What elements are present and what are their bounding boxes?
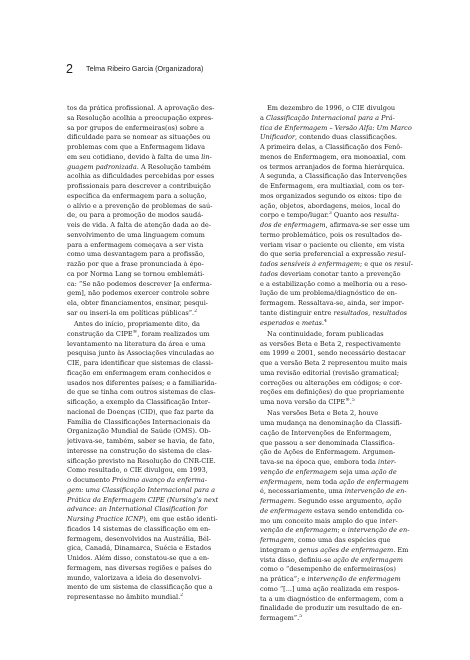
text-line [260,604,438,614]
italic-text: ação [386,497,402,505]
text-line [67,133,245,143]
text-line [260,211,438,221]
text-segment: Nas versões Beta e Beta 2, houve [267,409,379,418]
text-segment: nacional de Doenças (CID), que faz parte da [67,407,214,416]
text-line [260,340,438,350]
text-line [67,192,245,202]
text-line [67,182,245,192]
text-line [260,241,438,251]
text-segment: reções em definições) do que propriamente [260,388,405,397]
text-line [260,330,438,340]
text-line [67,163,245,173]
text-segment: de, ou para a promoção de modos saudá- [67,211,204,220]
text-segment: sa Resolução acolhia a preocupação expres- [67,113,214,122]
italic-text: resul- [394,260,413,268]
text-segment: pesquisa junto às Associações vinculadas ao [67,349,214,358]
italic-text: fermagem [260,497,294,505]
text-segment: . Em [393,545,409,554]
text-line [260,299,438,309]
text-segment: fermagem, nas diversas regiões e países do [67,563,212,572]
italic-text: genus ações de enfermagem [298,545,394,554]
text-line [67,143,245,153]
text-line [260,546,438,556]
text-segment: lução de um problema/diagnóstico de en- [260,289,398,298]
italic-text: advance: an International Clasification for [67,505,208,514]
text-line [260,526,438,536]
text-line [67,554,245,564]
superscript: 5 [351,398,355,403]
text-line [260,182,438,192]
text-line [67,369,245,379]
italic-text: resulta- [373,211,399,220]
text-line [260,289,438,299]
text-line [67,153,245,163]
text-line [67,299,245,309]
text-line [67,398,245,408]
italic-text: Classificação Internacional para a Prá- [265,113,395,122]
running-head: Telma Ribeiro Garcia (Organizadora) [86,64,204,73]
text-segment: gem], não podemos exercer controle sobre [67,289,210,298]
superscript: 5 [299,614,303,619]
italic-text: Unificador [260,133,296,142]
text-segment: corpo e tempo/lugar. [260,211,329,220]
text-line [260,153,438,163]
text-line [260,359,438,369]
text-segment: vista disso, definiu-se [260,555,334,564]
text-segment: correções ou alterações em códigos; e cor- [260,378,403,387]
text-line [260,172,438,182]
text-segment: é, necessariamente, uma [260,487,345,496]
text-line [260,614,438,624]
text-line [260,575,438,585]
text-line [260,202,438,212]
text-segment: A primeira delas, a Classificação dos Fenô- [260,143,403,151]
text-line [67,289,245,299]
text-line [67,427,245,437]
text-line [260,448,438,458]
italic-text: enfermagem [260,477,302,486]
text-segment: CIE, para identificar que sistemas de classi- [67,359,214,367]
superscript: 4 [323,318,327,324]
superscript: 2 [180,593,184,598]
superscript: ® [345,398,350,403]
text-line [260,260,438,270]
text-segment: . Segundo esse argumento, [293,497,387,505]
italic-text: resul- [386,250,406,259]
italic-text: ação de enfermagem [333,555,403,564]
text-segment: dificuldade para se nomear as situações ou [67,133,211,142]
text-segment: seja uma [337,467,372,476]
italic-text: tados [260,269,279,278]
text-segment: integram o [260,545,299,554]
text-segment: como “[...] uma ação realizada em respos- [260,584,400,593]
text-line [67,172,245,182]
text-line [67,583,245,593]
text-segment: veriam visar o paciente ou cliente, em vista [260,240,405,249]
text-segment: interesse na construção do sistema de clas- [67,446,212,455]
text-line [67,496,245,506]
text-line [67,466,245,476]
text-line [67,408,245,418]
text-line [260,556,438,566]
italic-text: ação de enfermagem [339,477,409,486]
italic-text: resultados, resultados [333,308,408,317]
text-line [260,319,438,329]
text-segment: ação, objetos, abordagens, meios, local do [260,201,401,210]
text-line [260,478,438,488]
text-segment: a [260,113,266,122]
text-segment: levantamento na literatura da área e uma [67,339,206,348]
italic-text: inter- [378,458,397,466]
page-number: 2 [66,62,73,76]
text-line [260,536,438,546]
text-line [260,497,438,507]
text-line [67,515,245,525]
text-line [260,221,438,231]
text-segment: profissionais para descrever a contribuição [67,182,211,190]
text-segment: jetivava-se, também, saber se havia, de fato, [67,437,215,445]
text-segment: Unidos. Além disso, constatou-se que a en- [67,554,210,562]
text-segment: construção da CIPE [67,329,133,338]
text-line [260,507,438,517]
text-segment: ; e que os [360,260,395,268]
text-segment: mo um conceito mais amplo do que [260,516,380,525]
text-line [260,388,438,398]
text-line [67,260,245,270]
text-line [67,525,245,535]
text-line [260,114,438,124]
text-segment: as versões Beta e Beta 2, respectivamente [260,339,401,348]
italic-text: venção de enfermagem [260,526,338,535]
text-line [67,280,245,290]
text-segment: . A Resolução também [136,162,211,171]
text-segment: tava-se na época que, embora toda [260,458,379,466]
text-segment: tos da prática profissional. A aprovação des- [67,104,215,112]
text-line [260,409,438,419]
text-segment: que passou a ser denominada Classifica- [260,438,395,447]
text-line [260,419,438,429]
text-segment: ; e [337,526,348,535]
text-segment: finalidade de produzir um resultado de en- [260,604,402,613]
text-segment: específica da enfermagem para a solução, [67,191,207,200]
text-segment: sificação previsto na Resolução do CNR-CIE. [67,456,216,465]
italic-text: dos de enfermagem [260,221,326,229]
text-line [260,231,438,241]
text-segment: uma nova versão da CIPE [260,398,346,406]
italic-text: venção de enfermagem [260,467,338,476]
text-line [260,309,438,319]
text-segment: na prática”; e [260,575,308,583]
text-line [67,202,245,212]
text-segment: fermagem. Ressaltava-se, ainda, ser impor- [260,299,404,307]
italic-text: intervenção de en- [344,487,407,496]
text-line [67,221,245,231]
text-line [67,340,245,350]
italic-text: fermagem [260,536,294,544]
text-segment: Quanto aos [331,211,374,220]
italic-text: gem: uma Classificação Internacional para a [67,485,215,494]
text-segment: de Enfermagem, era multiaxial, com os ter- [260,182,405,190]
text-line [67,505,245,515]
text-segment: , foram realizados um [137,329,210,338]
text-segment: do que seria preferencial a expressão [260,250,387,259]
text-line [67,359,245,369]
text-segment: . [321,318,324,327]
text-line [67,320,245,330]
text-segment: o documento [67,476,112,484]
text-segment: usados nos diferentes países; e a familiarida- [67,378,217,387]
text-line [260,517,438,527]
text-segment: representasse no âmbito mundial. [67,593,181,601]
superscript: 3 [328,211,332,217]
text-line [67,574,245,584]
text-segment: Como resultado, o CIE divulgou, em 1993, [67,466,208,475]
text-segment: mos organizados segundo os eixos: tipo de [260,191,402,200]
text-line [67,593,245,603]
text-segment: Família de Classificações Internacionais da [67,417,211,426]
text-line [67,486,245,496]
superscript: 2 [194,308,198,314]
text-segment: como o “desempenho de enfermeiras(os) [260,565,396,574]
text-segment: ta a um diagnóstico de enfermagem, com a [260,594,404,603]
text-segment: problemas com que a Enfermagem lidava [67,143,205,151]
text-line [260,270,438,280]
text-line [260,565,438,575]
text-line [67,349,245,359]
text-segment: mundo, valorizava a ideia do desenvolvi- [67,573,202,582]
text-line [260,143,438,153]
text-segment: em 1999 e 2001, sendo necessário destacar [260,349,406,358]
text-line [260,250,438,260]
text-segment: sificação, a exemplo da Classificação Inter- [67,398,211,406]
text-segment: ficados 14 sistemas de classificação em en- [67,524,211,533]
text-line [260,349,438,359]
text-segment: Antes do início, propriamente dito, da [74,320,200,328]
italic-text: Nursing Practice ICNP [67,515,144,523]
text-line [67,309,245,319]
text-segment: Organização Mundial de Saúde (OMS). Ob- [67,427,211,436]
text-line [67,231,245,241]
text-segment: de que se tinha com outros sistemas de clas- [67,388,216,397]
text-line [67,330,245,340]
text-line [67,104,245,114]
text-line [260,429,438,439]
text-segment: uma revisão editorial (revisão gramatical; [260,368,400,377]
text-segment: senvolvimento de uma linguagem comum [67,230,205,239]
text-segment: fermagem”. [260,614,300,622]
text-line [260,379,438,389]
text-line [67,437,245,447]
italic-text: de enfermagem [260,506,313,515]
text-segment: sa por grupos de enfermeiras(os) sobre a [67,123,205,132]
text-segment: mento de um sistema de classificação que a [67,583,213,592]
italic-text: lin- [201,152,212,161]
text-line [260,458,438,468]
text-line [260,280,438,290]
text-line [260,133,438,143]
italic-text: inter- [379,516,398,525]
text-line [260,439,438,449]
text-segment: ca: “Se não podemos descrever [a enferma- [67,279,212,288]
italic-text: Prática da Enfermagem CIPE (Nursing’s next [67,495,219,504]
italic-text: intervenção de en- [347,526,410,535]
right-text-column [260,104,438,624]
text-segment: o alívio e a prevenção de problemas de saú- [67,201,213,210]
text-segment: tante distinguir entre [260,308,334,317]
text-segment: sar ou inseri-la em políticas públicas”. [67,308,195,317]
text-segment: razão por que a frase pronunciada à épo- [67,260,204,268]
text-line [260,398,438,408]
text-line [260,104,438,114]
text-segment: Na continuidade, foram publicadas [267,329,384,338]
text-segment: , afirmava-se ser esse um [325,221,410,229]
text-line [67,447,245,457]
text-segment: e a estabilização como a melhoria ou a reso- [260,279,408,288]
text-segment: , nem toda [301,477,340,486]
text-line [67,124,245,134]
text-segment: termo problemático, pois os resultados de- [260,230,403,239]
text-segment: os termos arranjados de forma hierárquica. [260,162,405,171]
text-segment: ção de Ações de Enfermagem. Argumen- [260,448,396,457]
text-segment: como uma desvantagem para a profissão, [67,250,205,259]
text-segment: , contendo duas classificações. [295,133,398,142]
italic-text: tados sensíveis à enfermagem [260,260,361,268]
text-segment: . [349,398,352,406]
left-text-column [67,104,245,603]
text-line [67,250,245,260]
text-line [67,476,245,486]
text-segment: deveriam conotar tanto a prevenção [278,269,401,278]
text-line [67,544,245,554]
text-segment: ca por Norma Lang se tornou emblemáti- [67,269,205,278]
text-segment: fermagem, desenvolvidos na Austrália, Bél- [67,534,212,543]
text-segment: veis de vida. A falta de atenção dada ao de- [67,221,211,229]
superscript: ® [132,329,138,335]
italic-text: Próximo avanço da enferma- [112,476,207,484]
text-segment: e [293,318,302,327]
text-line [67,211,245,221]
text-line [67,270,245,280]
text-segment: uma mudança na denominação da Classifi- [260,419,402,427]
text-line [260,163,438,173]
text-segment: cação de Intervenções de Enfermagem, [260,428,392,437]
text-line [67,379,245,389]
text-line [260,369,438,379]
text-line [260,468,438,478]
italic-text: ação de [371,467,397,476]
italic-text: intervenção de enfermagem [307,575,401,583]
text-segment: Em dezembro de 1996, o CIE divulgou [267,104,396,112]
text-segment: ela, obter financiamentos, ensinar, pesqui- [67,299,209,307]
text-segment: , como uma das espécies que [293,536,391,544]
text-line [67,418,245,428]
text-segment: menos de Enfermagem, era monoaxial, com [260,152,406,161]
text-segment: estava sendo entendida co- [312,506,405,515]
text-line [260,124,438,134]
italic-text: tica de Enfermagem – Versão Alfa: Um Marco [260,123,412,132]
text-segment: que a versão Beta 2 representou muito mais [260,359,408,367]
text-line [67,114,245,124]
text-line [260,595,438,605]
text-segment: ), em que estão identi- [143,515,218,523]
text-line [260,192,438,202]
text-segment: A segunda, a Classificação das Intervenções [260,172,407,181]
italic-text: esperados [260,318,294,327]
text-segment: acolhia as dificuldades percebidas por esses [67,172,215,181]
text-line [67,457,245,467]
text-segment: gica, Canadá, Dinamarca, Suécia e Estados [67,544,212,553]
text-line [67,564,245,574]
italic-text: metas [301,318,322,327]
text-line [260,487,438,497]
text-line [260,585,438,595]
text-segment: ficação em enfermagem eram conhecidos e [67,368,211,377]
text-line [67,535,245,545]
text-segment: para a enfermagem começava a ser vista [67,240,204,249]
italic-text: guagem padronizada [67,162,137,171]
text-segment: em seu cotidiano, devido à falta de uma [67,152,202,161]
text-line [67,241,245,251]
text-line [67,388,245,398]
